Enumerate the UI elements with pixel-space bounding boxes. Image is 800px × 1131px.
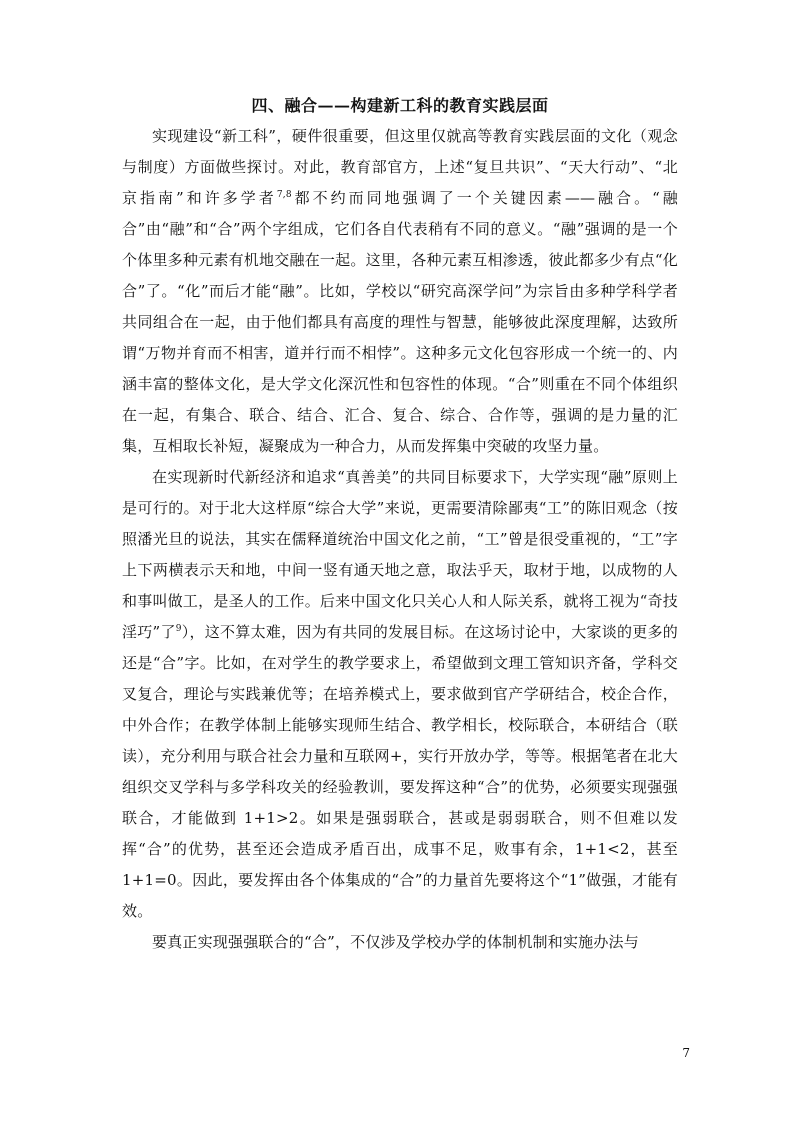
paragraph-1-text-b: 都不约而同地强调了一个关键因素——融合。“融合”由“融”和“合”两个字组成，它们各自代表稍有不同的意义。“融”强调的是一个个体里多种元素有机地交融在一起。这里，各种元素互相渗透，彼此都多少有点“化合”了。“化”而后才能“融”。比如，学校以“研究高深学问”为宗旨由多种学科学者共同组合在一起，由于他们都具有高度的理性与智慧，能够彼此深度理解，达致所谓“万物并育而不相害，道并行而不相悖”。这种多元文化包容形成一个统一的、内涵丰富的整体文化，是大学文化深沉性和包容性的体现。“合”则重在不同个体组织在一起，有集合、联合、结合、汇合、复合、综合、合作等，强调的是力量的汇集，互相取长补短，凝聚成为一种合力，从而发挥集中突破的攻坚力量。 [122,189,678,455]
section-heading: 四、融合——构建新工科的教育实践层面 [251,96,549,115]
paragraph-2-text-b: ），这不算太难，因为有共同的发展目标。在这场讨论中，大家谈的更多的还是“合”字。比如，在对学生的教学要求上，希望做到文理工管知识齐备，学科交叉复合，理论与实践兼优等；在培养模式上，要求做到官产学研结合，校企合作，中外合作；在教学体制上能够实现师生结合、教学相长，校际联合，本研结合（联读），充分利用与联合社会力量和互联网+，实行开放办学，等等。根据笔者在北大组织交叉学科与多学科攻关的经验教训，要发挥这种“合”的优势，必须要实现强强联合，才能做到 1+1>2。如果是强弱联合，甚或是弱弱联合，则不但难以发挥“合”的优势，甚至还会造成矛盾百出，成事不足，败事有余，1+1<2，甚至 1+1=0。因此，要发挥由各个体集成的“合”的力量首先要将这个“1”做强，才能有效。 [122,623,678,920]
paragraph-2-text-a: 在实现新时代新经济和追求“真善美”的共同目标要求下，大学实现“融”原则上是可行的。对于北大这样原“综合大学”来说，更需要清除鄙夷“工”的陈旧观念（按照潘光旦的说法，其实在儒释道统治中国文化之前，“工”曾是很受重视的，“工”字上下两横表示天和地，中间一竖有通天地之意，取法乎天，取材于地，以成物的人和事叫做工，是圣人的工作。后来中国文化只关心人和人际关系，就将工视为“奇技淫巧”了 [122,468,678,641]
body-text [122,121,678,958]
paragraph-1 [122,121,678,462]
paragraph-3: 要真正实现强强联合的“合”，不仅涉及学校办学的体制机制和实施办法与 [152,933,639,951]
page-number: 7 [682,1046,690,1060]
citation-superscript-9: 9 [175,624,182,634]
paragraph-2 [122,462,678,927]
paragraph-1-text-a: 实现建设“新工科”，硬件很重要，但这里仅就高等教育实践层面的文化（观念与制度）方面做些探讨。对此，教育部官方，上述“复旦共识”、“天大行动”、“北京指南”和许多学者 [122,127,678,207]
citation-superscript-7-8: 7,8 [276,190,292,200]
